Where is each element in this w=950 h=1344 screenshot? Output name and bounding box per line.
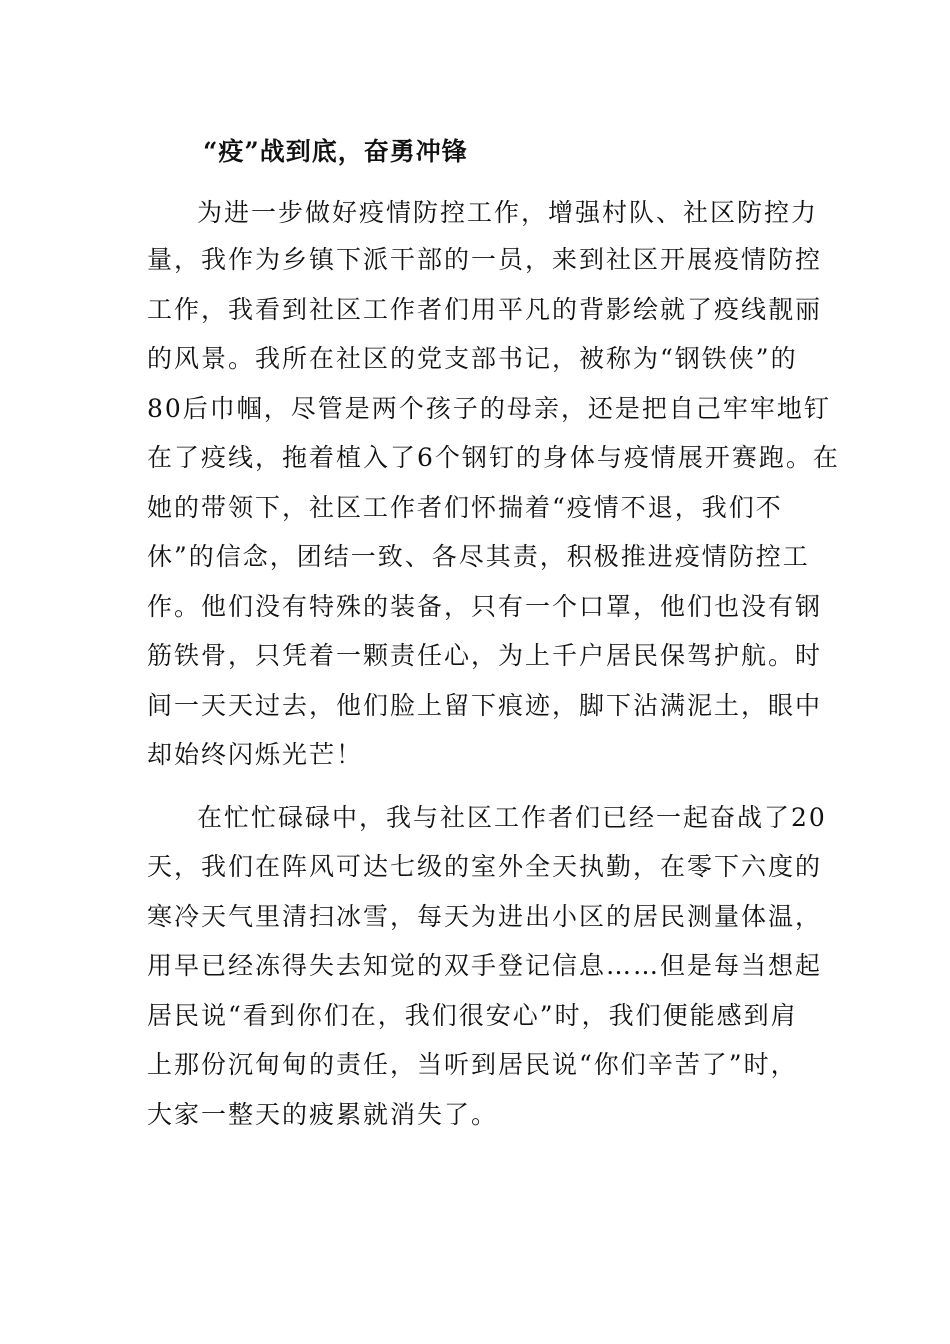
paragraph-1-line-8: 休”的信念，团结一致、各尽其责，积极推进疫情防控工 bbox=[147, 542, 810, 571]
paragraph-1-line-5: 80后巾帼，尽管是两个孩子的母亲，还是把自己牢牢地钉 bbox=[147, 394, 831, 423]
paragraph-1-line-6: 在了疫线，拖着植入了6个钢钉的身体与疫情展开赛跑。在 bbox=[147, 443, 840, 472]
paragraph-2-line-6: 上那份沉甸甸的责任，当听到居民说“你们辛苦了”时， bbox=[147, 1050, 798, 1079]
paragraph-1-line-9: 作。他们没有特殊的装备，只有一个口罩，他们也没有钢 bbox=[147, 592, 823, 621]
paragraph-1-line-10: 筋铁骨，只凭着一颗责任心，为上千户居民保驾护航。时 bbox=[147, 641, 823, 670]
document-title: “疫”战到底，奋勇冲锋 bbox=[203, 137, 468, 166]
paragraph-1-line-11: 间一天天过去，他们脸上留下痕迹，脚下沾满泥土，眼中 bbox=[147, 691, 823, 720]
paragraph-1-line-2: 量，我作为乡镇下派干部的一员，来到社区开展疫情防控 bbox=[147, 245, 823, 274]
paragraph-2-line-2: 天，我们在阵风可达七级的室外全天执勤，在零下六度的 bbox=[147, 852, 823, 881]
paragraph-2-line-1: 在忙忙碌碌中，我与社区工作者们已经一起奋战了20 bbox=[197, 803, 827, 832]
paragraph-1-line-3: 工作，我看到社区工作者们用平凡的背影绘就了疫线靓丽 bbox=[147, 295, 823, 324]
paragraph-1-line-1: 为进一步做好疫情防控工作，增强村队、社区防控力 bbox=[197, 198, 819, 227]
paragraph-1-line-7: 她的带领下，社区工作者们怀揣着“疫情不退，我们不 bbox=[147, 493, 783, 522]
paragraph-1-line-12: 却始终闪烁光芒！ bbox=[147, 740, 364, 769]
paragraph-2-line-5: 居民说“看到你们在，我们很安心”时，我们便能感到肩 bbox=[147, 1001, 798, 1030]
paragraph-2-line-7: 大家一整天的疲累就消失了。 bbox=[147, 1100, 499, 1129]
paragraph-2-line-4: 用早已经冻得失去知觉的双手登记信息……但是每当想起 bbox=[147, 951, 823, 980]
paragraph-2-line-3: 寒冷天气里清扫冰雪，每天为进出小区的居民测量体温， bbox=[147, 902, 823, 931]
paragraph-1-line-4: 的风景。我所在社区的党支部书记，被称为“钢铁侠”的 bbox=[147, 344, 798, 373]
